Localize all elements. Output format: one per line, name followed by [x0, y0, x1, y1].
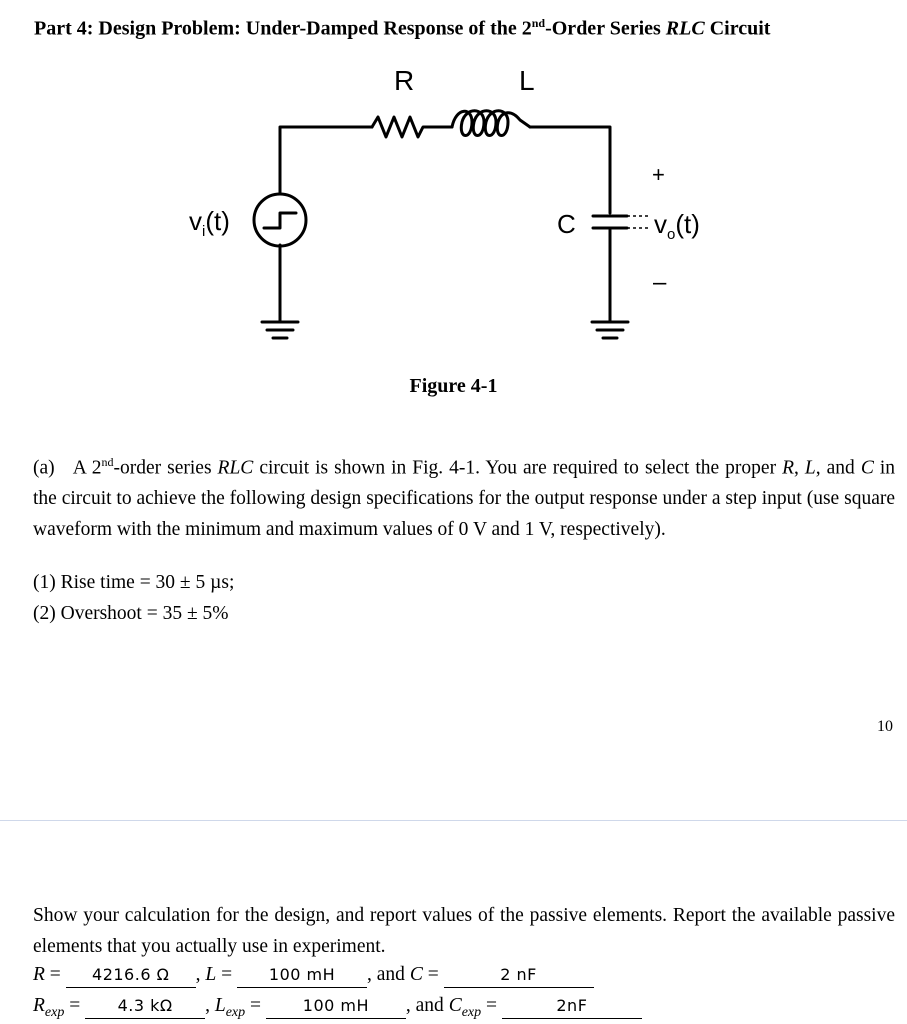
label-minus: – [653, 269, 667, 296]
wire-right [530, 127, 610, 213]
cexp-value-field[interactable]: 2nF [502, 996, 642, 1019]
ground-left [262, 322, 298, 338]
label-c: C [557, 209, 576, 239]
lexp-value-field[interactable]: 100 mH [266, 996, 406, 1019]
rlc-circuit-diagram [0, 50, 907, 350]
show-calculation-paragraph: Show your calculation for the design, and report values of the passive elements. Report the available passive elements that you actually use in experiment. [33, 905, 895, 957]
part-a-paragraph: (a) A 2nd-order series RLC circuit is shown in Fig. 4-1. You are required to select the proper R, L, and C in the circuit to achieve the following design specifications for the output response under a step input (use square waveform with the minimum and maximum values of 0 V and 1 V, respectively). [33, 455, 896, 540]
page-number: 10 [877, 718, 893, 735]
answer-line-design: R = 4216.6 Ω , L = 100 mH , and C = 2 nF [33, 964, 594, 988]
c-value-field[interactable]: 2 nF [444, 965, 594, 988]
rexp-value-field[interactable]: 4.3 kΩ [85, 996, 205, 1019]
resistor-symbol [372, 117, 452, 137]
label-l: L [519, 65, 535, 96]
label-plus: + [652, 162, 665, 187]
capacitor-extension [627, 216, 648, 228]
wire-left-top [280, 127, 372, 194]
spec-overshoot: (2) Overshoot = 35 ± 5% [33, 603, 229, 624]
figure-caption: Figure 4-1 [409, 375, 498, 397]
r-value-field[interactable]: 4216.6 Ω [66, 965, 196, 988]
page-separator [0, 820, 907, 821]
inductor-symbol [452, 111, 530, 136]
label-vo: $v_o(t)$ [654, 209, 700, 243]
label-vi: $v_i(t)$ [189, 206, 230, 240]
spec-rise-time: (1) Rise time = 30 ± 5 µs; [33, 572, 235, 593]
answer-line-experiment: $R_{exp} = 4.3$ kΩ , $L_{exp} = 100$ mH , and $C_{exp} = 2nF$ [33, 995, 642, 1021]
label-r: R [394, 65, 415, 96]
step-icon [264, 213, 296, 228]
page-title: Part 4: Design Problem: Under-Damped Response of the 2nd-Order Series RLC Circuit [34, 16, 771, 40]
l-value-field[interactable]: 100 mH [237, 965, 367, 988]
ground-right [592, 322, 628, 338]
